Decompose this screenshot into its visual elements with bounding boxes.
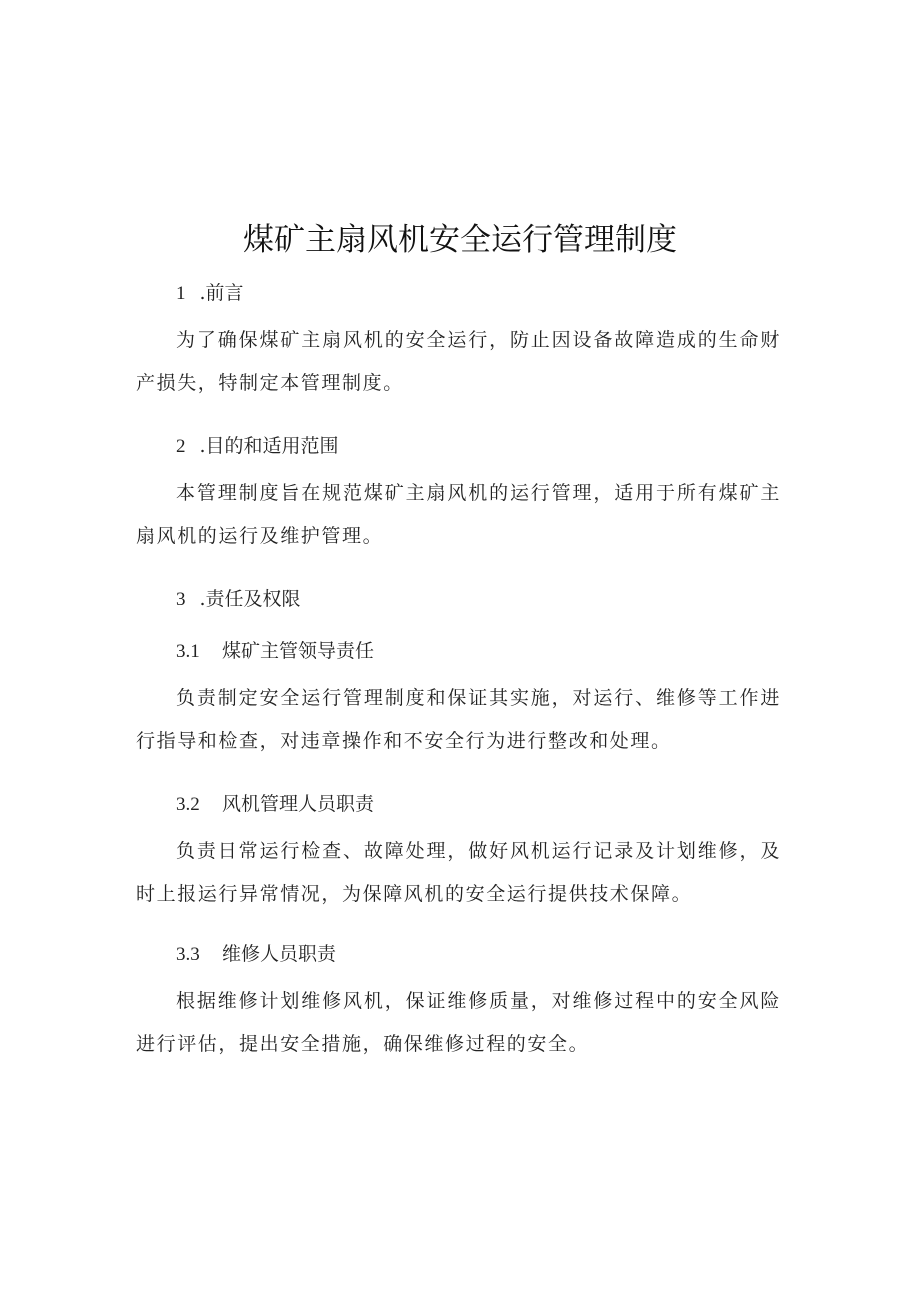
subsection-paragraph-3-3: 根据维修计划维修风机，保证维修质量，对维修过程中的安全风险进行评估，提出安全措施，确保维修过程的安全。 bbox=[136, 990, 781, 1055]
section-number: 3 bbox=[176, 589, 186, 610]
subsection-heading-3-1 bbox=[176, 636, 374, 663]
subsection-paragraph-3-1: 负责制定安全运行管理制度和保证其实施，对运行、维修等工作进行指导和检查，对违章操作和不安全行为进行整改和处理。 bbox=[136, 687, 781, 752]
subsection-title: 风机管理人员职责 bbox=[222, 793, 375, 815]
subsection-heading-3-2 bbox=[176, 789, 374, 816]
section-heading-1 bbox=[176, 278, 244, 305]
section-number: 1 bbox=[176, 283, 186, 304]
document-title: 煤矿主扇风机安全运行管理制度 bbox=[243, 222, 677, 258]
section-heading-2 bbox=[176, 431, 339, 458]
subsection-number: 3.2 bbox=[176, 794, 200, 815]
subsection-paragraph-3-2: 负责日常运行检查、故障处理，做好风机运行记录及计划维修，及时上报运行异常情况，为保障风机的安全运行提供技术保障。 bbox=[136, 840, 781, 905]
section-paragraph-1: 为了确保煤矿主扇风机的安全运行，防止因设备故障造成的生命财产损失，特制定本管理制度。 bbox=[136, 329, 781, 394]
subsection-number: 3.3 bbox=[176, 944, 200, 965]
section-heading-3 bbox=[176, 584, 301, 611]
section-title: .责任及权限 bbox=[199, 588, 301, 610]
section-paragraph-2: 本管理制度旨在规范煤矿主扇风机的运行管理，适用于所有煤矿主扇风机的运行及维护管理。 bbox=[136, 482, 781, 547]
section-title: .前言 bbox=[199, 282, 244, 304]
subsection-title: 煤矿主管领导责任 bbox=[222, 640, 375, 662]
section-number: 2 bbox=[176, 436, 186, 457]
subsection-title: 维修人员职责 bbox=[222, 943, 337, 965]
subsection-heading-3-3 bbox=[176, 939, 336, 966]
section-title: .目的和适用范围 bbox=[199, 435, 339, 457]
subsection-number: 3.1 bbox=[176, 641, 200, 662]
